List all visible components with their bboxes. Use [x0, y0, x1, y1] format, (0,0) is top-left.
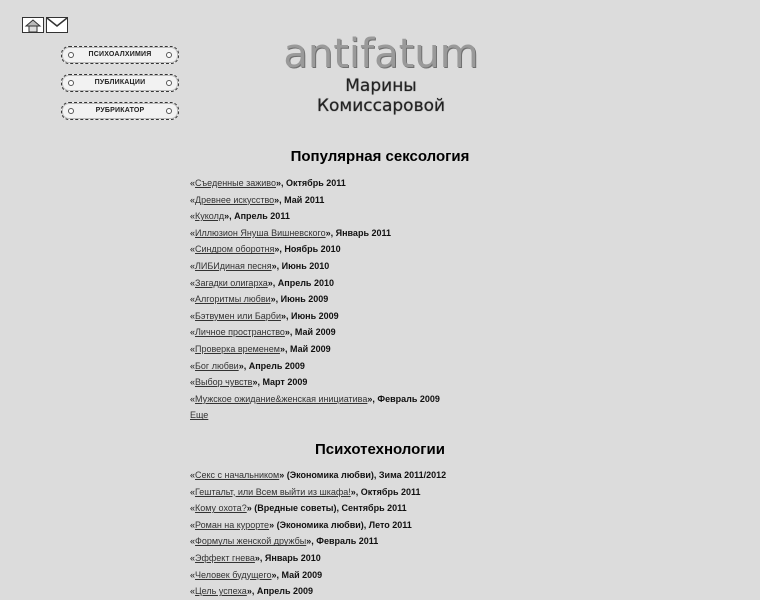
- article-link[interactable]: Роман на курорте: [195, 519, 270, 530]
- article-date: », Май 2009: [284, 327, 336, 338]
- bullet-icon: [166, 108, 172, 114]
- article-date: », Май 2009: [279, 343, 331, 354]
- list-item: «Личное пространство», Май 2009: [190, 327, 336, 338]
- article-link[interactable]: Съеденные заживо: [195, 178, 276, 188]
- mail-icon[interactable]: [46, 17, 68, 33]
- list-item: «Формулы женской дружбы», Февраль 2011: [190, 536, 379, 547]
- article-list-psychotech: [190, 467, 710, 600]
- list-item: «Роман на курорте» (Экономика любви), Лето 2011: [190, 519, 412, 530]
- bullet-icon: [166, 52, 172, 58]
- article-date: », Апрель 2011: [224, 211, 290, 222]
- list-item: «Иллюзион Януша Вишневского», Январь 2011: [190, 227, 391, 238]
- article-date: », Февраль 2009: [367, 393, 440, 404]
- article-date: », Июнь 2009: [281, 310, 339, 321]
- list-item: «Проверка временем», Май 2009: [190, 343, 331, 354]
- section-title-psychotech: Психотехнологии: [315, 441, 445, 458]
- article-link[interactable]: Бэтвумен или Барби: [195, 310, 281, 321]
- list-item: «Эффект гнева», Январь 2010: [190, 552, 321, 563]
- article-date: », Январь 2010: [254, 552, 321, 563]
- article-date: », Январь 2011: [325, 227, 391, 238]
- article-link[interactable]: Человек будущего: [195, 569, 272, 580]
- article-date: », Март 2009: [252, 377, 308, 388]
- article-date: », Апрель 2010: [267, 277, 334, 288]
- nav-menu: [61, 46, 179, 130]
- article-date: », Апрель 2009: [238, 360, 305, 371]
- article-date: », Май 2011: [274, 194, 325, 205]
- article-list-sexology: [190, 175, 710, 424]
- article-link[interactable]: Древнее искусство: [195, 194, 275, 205]
- list-item: «Древнее искусство», Май 2011: [190, 194, 325, 205]
- nav-psychoalchemy-button[interactable]: [61, 46, 179, 64]
- list-item: «Загадки олигарха», Апрель 2010: [190, 277, 334, 288]
- article-link[interactable]: Секс с начальником: [195, 470, 280, 480]
- list-item: «Мужское ожидание&женская инициатива», Февраль 2009: [190, 393, 440, 404]
- bullet-icon: [68, 52, 74, 58]
- list-item: «Цель успеха», Апрель 2009: [190, 586, 314, 597]
- list-item: «Секс с начальником» (Экономика любви), Зима 2011/2012: [190, 470, 447, 480]
- article-link[interactable]: Гештальт, или Всем выйти из шкафа!: [195, 486, 351, 497]
- article-link[interactable]: Проверка временем: [195, 343, 280, 354]
- list-item: «Бэтвумен или Барби», Июнь 2009: [190, 310, 339, 321]
- list-item: «Человек будущего», Май 2009: [190, 569, 323, 580]
- article-link[interactable]: ЛИБИдиная песня: [195, 260, 272, 271]
- article-link[interactable]: Цель успеха: [195, 586, 247, 597]
- bullet-icon: [68, 108, 74, 114]
- bullet-icon: [166, 80, 172, 86]
- nav-label: РУБРИКАТОР: [95, 107, 145, 114]
- article-date: », Июнь 2009: [270, 294, 329, 305]
- article-link[interactable]: Куколд: [195, 211, 225, 222]
- article-link[interactable]: Синдром оборотня: [195, 244, 275, 255]
- top-icons: [22, 17, 68, 33]
- list-item: «Куколд», Апрель 2011: [190, 211, 290, 222]
- article-date: », Июнь 2010: [271, 260, 330, 271]
- article-date: » (Экономика любви), Зима 2011/2012: [279, 470, 447, 480]
- article-link[interactable]: Личное пространство: [195, 327, 285, 338]
- more-link[interactable]: Еще: [190, 410, 209, 421]
- article-link[interactable]: Выбор чувств: [195, 377, 253, 388]
- article-date: », Ноябрь 2010: [274, 244, 341, 255]
- list-item: «Бог любви», Апрель 2009: [190, 360, 305, 371]
- article-link[interactable]: Эффект гнева: [195, 552, 255, 563]
- article-link[interactable]: Иллюзион Януша Вишневского: [195, 227, 326, 238]
- article-link[interactable]: Алгоритмы любви: [195, 294, 271, 305]
- logo-title: antifatum: [283, 31, 479, 77]
- article-link[interactable]: Загадки олигарха: [195, 277, 268, 288]
- site-logo[interactable]: [281, 32, 481, 116]
- list-item: «Синдром оборотня», Ноябрь 2010: [190, 244, 341, 255]
- bullet-icon: [68, 80, 74, 86]
- article-date: », Октябрь 2011: [350, 486, 421, 497]
- article-link[interactable]: Формулы женской дружбы: [195, 536, 307, 547]
- list-item: «ЛИБИдиная песня», Июнь 2010: [190, 260, 330, 271]
- logo-subtitle: Марины Комиссаровой: [316, 76, 446, 116]
- article-date: » (Экономика любви), Лето 2011: [269, 519, 412, 530]
- more-row: [190, 407, 710, 424]
- article-date: », Февраль 2011: [306, 536, 379, 547]
- nav-publications-button[interactable]: [61, 74, 179, 92]
- article-link[interactable]: Бог любви: [195, 360, 239, 371]
- nav-label: ПУБЛИКАЦИИ: [94, 79, 146, 86]
- home-icon[interactable]: [22, 17, 44, 33]
- article-date: » (Вредные советы), Сентябрь 2011: [246, 503, 407, 514]
- list-item: «Кому охота?» (Вредные советы), Сентябрь 2011: [190, 503, 407, 514]
- section-title-sexology: Популярная сексология: [290, 148, 470, 165]
- list-item: «Алгоритмы любви», Июнь 2009: [190, 294, 329, 305]
- nav-label: ПСИХОАЛХИМИЯ: [88, 51, 152, 58]
- article-link[interactable]: Мужское ожидание&женская инициатива: [195, 393, 368, 404]
- list-item: «Выбор чувств», Март 2009: [190, 377, 308, 388]
- list-item: «Съеденные заживо», Октябрь 2011: [190, 178, 346, 188]
- article-date: », Октябрь 2011: [276, 178, 346, 188]
- list-item: «Гештальт, или Всем выйти из шкафа!», Октябрь 2011: [190, 486, 421, 497]
- article-date: », Апрель 2009: [246, 586, 314, 597]
- nav-rubricator-button[interactable]: [61, 102, 179, 120]
- article-date: », Май 2009: [271, 569, 323, 580]
- article-link[interactable]: Кому охота?: [195, 503, 247, 514]
